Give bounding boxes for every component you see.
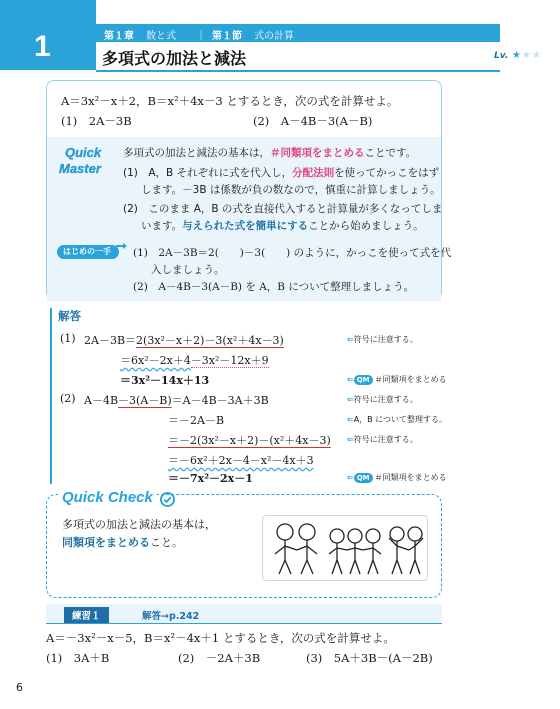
note-sign-care-text: 符号に注意する。	[353, 395, 418, 404]
note-sign-care-2: ⇐符号に注意する。	[347, 395, 418, 404]
quick-master-intro	[123, 145, 416, 160]
point2-text: います。	[141, 220, 183, 232]
solution-item1-line1	[84, 332, 284, 348]
breadcrumb-separator: ｜	[196, 31, 206, 42]
chapter-label: 第１章	[104, 31, 134, 42]
quick-check-keyword: 同類項をまとめる	[62, 536, 150, 549]
section-number-block	[0, 0, 96, 70]
problem-panel	[46, 80, 452, 300]
quick-master-badge-line1: Quick	[65, 145, 102, 160]
quick-check-line2	[62, 534, 183, 550]
exercise-item-1: (1) 3A＋B	[46, 651, 110, 665]
grouped-figures-illustration	[262, 515, 428, 581]
qm-tag: QM	[354, 473, 373, 483]
note-combine-text: ＃同類項をまとめる	[374, 375, 447, 384]
exercise-statement: A＝－3x²－x－5，B＝x²－4x＋1 とするとき，次の式を計算せよ。	[46, 631, 395, 645]
solution-item1-step2-a: ＝6x²－2x＋4	[120, 354, 191, 367]
solution-item2-lhs: A－4B	[84, 394, 119, 407]
note-sign-care-text: 符号に注意する。	[353, 435, 418, 444]
note-combine-text: ＃同類項をまとめる	[374, 473, 447, 482]
star-empty-icon: ★	[521, 50, 532, 61]
note-sign-care-text: 符号に注意する。	[353, 335, 418, 344]
exercise-item-3: (3) 5A＋3B－(A－2B)	[306, 651, 433, 665]
solution-item2-line1	[84, 392, 269, 408]
section-name: 式の計算	[254, 31, 294, 42]
point1-keyword: 分配法則	[292, 167, 335, 179]
solution-item1-line2	[120, 352, 269, 368]
point1-text-end: を使ってかっこをはず	[334, 167, 440, 179]
problem-item-1: (1) 2A－3B	[61, 114, 132, 128]
quick-check-line1: 多項式の加法と減法の基本は，	[62, 518, 216, 531]
star-filled-icon: ★	[512, 50, 522, 61]
check-circle-icon	[160, 492, 175, 507]
page-title: 多項式の加法と減法	[102, 49, 247, 68]
point2-text-end: ことから始めましょう。	[308, 220, 424, 232]
quick-master-badge	[59, 145, 115, 185]
qm-tag: QM	[354, 375, 373, 385]
solution-heading: 解答	[58, 309, 81, 323]
solution-item1-term-a: 2(3x²－x＋2)	[136, 334, 205, 347]
quick-master-keyword: ＃同類項をまとめる	[270, 147, 365, 159]
solution-item2-label: (2)	[60, 392, 76, 405]
exercise-answer-ref[interactable]: 解答→p.242	[142, 611, 200, 622]
problem-item-2: (2) A－4B－3(A－B)	[253, 114, 373, 128]
solution-item1-step2-b: －3x²－12x＋9	[190, 354, 269, 367]
exercise-tag: 練習１	[64, 607, 109, 623]
level-stars	[512, 50, 542, 61]
solution-item1-lhs: 2A－3B＝	[84, 334, 137, 347]
quick-master-intro-end: ことです。	[364, 147, 417, 159]
quick-check-line2-end: こと。	[150, 536, 183, 549]
exercise-item-2: (2) －2A＋3B	[178, 651, 261, 665]
note-arrange-text: A，B について整理する。	[353, 415, 448, 424]
note-sign-care-1: ⇐符号に注意する。	[347, 335, 418, 344]
solution-item2-step3: ＝－2(3x²－x＋2)－(x²＋4x－3)	[168, 434, 331, 447]
quick-master-point1-line2: します。－3B は係数が負の数なので，慎重に計算しましょう。	[141, 184, 441, 196]
note-combine-1: ⇐ QM ＃同類項をまとめる	[347, 375, 447, 384]
problem-statement: A＝3x²－x＋2，B＝x²＋4x－3 とするとき，次の式を計算せよ。	[61, 94, 399, 108]
first-step-line1: (1) 2A－3B＝2( )－3( ) のように，かっこを使って式を代	[133, 247, 452, 259]
solution-item2-step4: ＝－6x²＋2x－4－x²－4x＋3	[168, 454, 314, 467]
solution-item2-step2: ＝－2A－B	[168, 414, 225, 427]
section-number: 1	[34, 30, 51, 63]
quick-master-intro-text: 多項式の加法と減法の基本は，	[123, 147, 270, 159]
star-empty-icon: ★	[531, 50, 542, 61]
solution-item2-step1: ＝A－4B－3A＋3B	[171, 394, 269, 407]
page-number: 6	[16, 681, 23, 694]
exercise-bar	[46, 604, 442, 624]
quick-check-title: Quick Check	[58, 489, 157, 506]
solution-item2-result: ＝－7x²－2x－1	[168, 472, 253, 485]
note-arrange: ⇐A，B について整理する。	[347, 415, 448, 424]
note-sign-care-3: ⇐符号に注意する。	[347, 435, 418, 444]
grouped-figures-icon	[263, 516, 429, 582]
solution-item2-lhs-b: －3(A－B)	[118, 394, 172, 407]
quick-master-point2-line2	[141, 218, 424, 233]
quick-master-badge-line2: Master	[59, 161, 101, 176]
first-step-label: はじめの一手	[57, 245, 119, 259]
first-step-line2: 入しましょう。	[151, 264, 225, 276]
quick-master-point1-line1	[123, 165, 439, 180]
solution-section	[50, 308, 448, 485]
solution-item1-label: (1)	[60, 332, 76, 345]
solution-item1-term-b: －3(x²＋4x－3)	[204, 334, 284, 347]
title-bar	[96, 42, 500, 72]
point1-text: (1) A，B それぞれに式を代入し，	[123, 167, 293, 179]
chapter-name: 数と式	[146, 31, 176, 42]
section-label: 第１節	[212, 31, 242, 42]
level-label: Lv.	[494, 51, 509, 61]
point2-keyword: 与えられた式を簡単にする	[182, 220, 309, 232]
first-step-line3: (2) A－4B－3(A－B) を A，B について整理しましょう。	[133, 281, 415, 293]
note-combine-2: ⇐ QM ＃同類項をまとめる	[347, 473, 447, 482]
quick-master-point2-line1: (2) このまま A，B の式を直接代入すると計算量が多くなってしま	[123, 203, 443, 215]
solution-item1-result: ＝3x²－14x＋13	[120, 374, 210, 387]
pointing-hand-icon	[115, 239, 129, 253]
